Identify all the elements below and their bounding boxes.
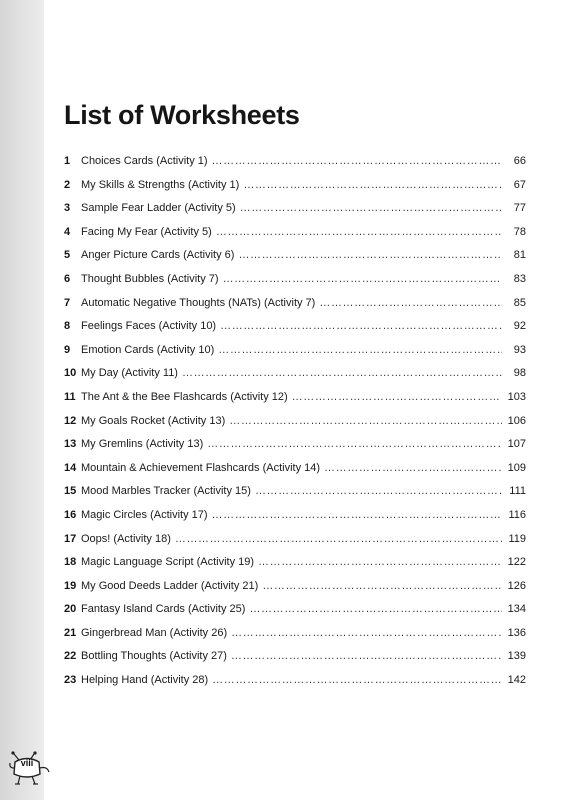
worksheet-entry [64,484,526,508]
worksheet-entry [64,343,526,367]
worksheet-page-number: 93 [513,343,526,356]
worksheet-title: Emotion Cards (Activity 10) [81,343,215,356]
worksheet-title: Bottling Thoughts (Activity 27) [81,650,227,663]
worksheet-entry [64,201,526,225]
dot-leader [231,649,502,663]
worksheet-page-number: 116 [508,508,526,521]
worksheet-entry [64,579,526,603]
dot-leader [258,555,502,569]
worksheet-title: My Day (Activity 11) [81,367,178,380]
worksheet-number: 10 [64,367,77,380]
worksheet-entry [64,602,526,626]
worksheet-number: 16 [64,508,77,521]
dot-leader [175,532,502,546]
worksheet-page-number: 139 [507,650,526,663]
worksheet-page-number: 83 [513,272,526,285]
worksheet-page-number: 92 [513,320,526,333]
worksheet-title: Choices Cards (Activity 1) [81,155,208,167]
dot-leader [238,248,502,262]
worksheet-title: Magic Circles (Activity 17) [81,508,208,521]
worksheet-page-number: 98 [513,367,526,380]
worksheet-page-number: 109 [507,461,526,474]
worksheet-page-number: 66 [513,155,526,167]
worksheet-entry [64,296,526,320]
worksheet-number: 1 [64,155,71,167]
worksheet-page-number: 81 [513,249,526,262]
worksheet-entry [64,649,526,673]
worksheet-title: Oops! (Activity 18) [81,532,171,545]
worksheet-title: Magic Language Script (Activity 19) [81,556,255,569]
worksheet-entry [64,272,526,296]
dot-leader [231,626,502,640]
dot-leader [229,414,501,428]
worksheet-page-number: 142 [507,674,526,687]
worksheet-page-number: 78 [513,225,526,238]
dot-leader [243,178,502,192]
worksheet-number: 23 [64,674,77,687]
worksheet-number: 17 [64,532,77,545]
worksheet-page-number: 119 [508,532,526,545]
worksheet-number: 9 [64,343,71,356]
worksheet-number: 12 [64,414,77,427]
worksheet-page-number: 77 [513,202,526,215]
worksheet-number: 7 [64,296,71,309]
worksheet-entry [64,437,526,461]
worksheet-number: 5 [64,249,71,262]
dot-leader [255,484,502,498]
worksheet-page-number: 111 [509,485,526,498]
worksheet-entry [64,154,526,178]
dot-leader [324,461,502,475]
worksheet-title: Mood Marbles Tracker (Activity 15) [81,485,251,498]
worksheet-number: 15 [64,485,77,498]
dot-leader [249,602,501,616]
worksheet-title: My Goals Rocket (Activity 13) [81,414,226,427]
worksheet-number: 20 [64,603,77,616]
worksheet-page-number: 126 [507,579,526,592]
worksheet-number: 11 [64,390,76,403]
worksheet-number: 19 [64,579,77,592]
worksheet-title: Fantasy Island Cards (Activity 25) [81,603,246,616]
dot-leader [292,390,502,404]
dot-leader [220,319,502,333]
worksheet-number: 13 [64,438,77,451]
dot-leader [212,673,501,687]
dot-leader [212,154,502,168]
worksheet-title: Sample Fear Ladder (Activity 5) [81,202,236,215]
worksheet-title: Gingerbread Man (Activity 26) [81,626,228,639]
worksheet-page-number: 85 [513,296,526,309]
dot-leader [212,508,502,522]
page-title: List of Worksheets [64,100,300,130]
worksheet-number: 14 [64,461,77,474]
worksheet-page-number: 107 [507,438,526,451]
worksheet-number: 8 [64,320,71,333]
worksheet-title: My Good Deeds Ladder (Activity 21) [81,579,259,592]
worksheet-entry [64,532,526,556]
worksheet-number: 2 [64,178,71,191]
dot-leader [182,366,502,380]
worksheet-number: 18 [64,556,77,569]
worksheet-entry [64,319,526,343]
worksheet-title: Anger Picture Cards (Activity 6) [81,249,235,262]
worksheet-entry [64,555,526,579]
worksheet-page-number: 122 [507,556,526,569]
worksheet-title: Helping Hand (Activity 28) [81,674,209,687]
worksheet-number: 3 [64,202,71,215]
worksheet-number: 21 [64,626,77,639]
dot-leader [207,437,501,451]
dot-leader [218,343,502,357]
worksheet-entry [64,390,526,414]
dot-leader [223,272,502,286]
worksheet-number: 4 [64,225,71,238]
dot-leader [240,201,502,215]
worksheet-entry [64,414,526,438]
worksheet-title: Thought Bubbles (Activity 7) [81,272,219,285]
mascot-icon [8,748,54,788]
worksheet-number: 6 [64,272,71,285]
worksheet-entry [64,248,526,272]
worksheet-number: 22 [64,650,77,663]
worksheet-title: My Skills & Strengths (Activity 1) [81,178,240,191]
worksheet-page-number: 67 [513,178,526,191]
worksheet-entry [64,366,526,390]
worksheet-entry [64,673,526,697]
worksheet-title: The Ant & the Bee Flashcards (Activity 12) [81,390,288,403]
worksheet-list [64,154,526,697]
worksheet-page-number: 136 [507,626,526,639]
worksheet-entry [64,178,526,202]
worksheet-page-number: 134 [507,603,526,616]
page-number-mascot [8,748,54,788]
worksheet-title: Feelings Faces (Activity 10) [81,320,217,333]
dot-leader [319,296,502,310]
worksheet-title: Mountain & Achievement Flashcards (Activity 14) [81,461,321,474]
worksheet-entry [64,626,526,650]
worksheet-title: Facing My Fear (Activity 5) [81,225,212,238]
worksheet-entry [64,508,526,532]
dot-leader [216,225,502,239]
worksheet-title: My Gremlins (Activity 13) [81,438,204,451]
worksheet-entry [64,225,526,249]
worksheet-page-number: 106 [507,414,526,427]
worksheet-entry [64,461,526,485]
dot-leader [262,579,501,593]
worksheet-page-number: 103 [507,390,526,403]
page-number: viii [20,758,34,768]
page-margin-band [0,0,44,800]
worksheet-title: Automatic Negative Thoughts (NATs) (Activity 7) [81,296,316,309]
